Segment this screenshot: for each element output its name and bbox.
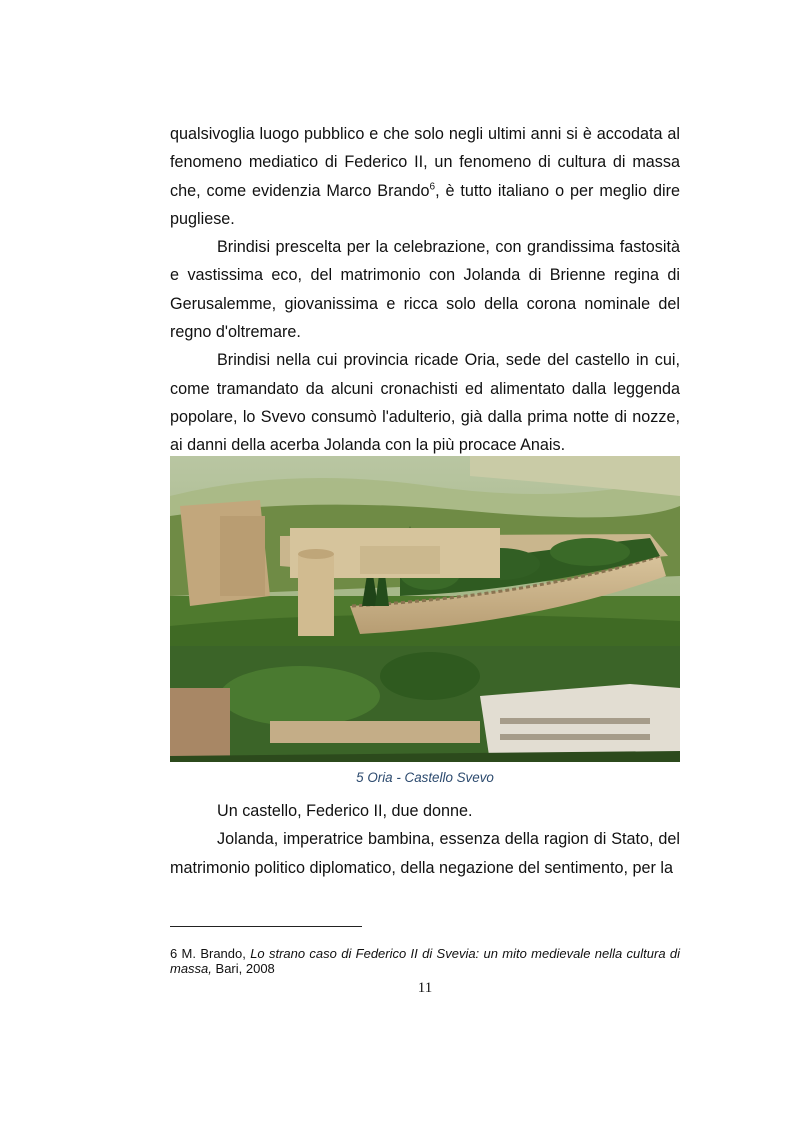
body-text-top — [170, 120, 680, 460]
footnote-title: Lo strano caso di Federico II di Svevia: un mito medievale nella cultura di massa, — [170, 946, 680, 976]
paragraph-2: Brindisi prescelta per la celebrazione, con grandissima fastosità e vastissima eco, del matrimonio con Jolanda di Brienne regina di Gerusalemme, giovanissima e ricca solo della corona nominale del regno d'oltremare. — [170, 238, 680, 342]
body-text-bottom — [170, 797, 680, 882]
footnote — [170, 946, 680, 976]
paragraph-4: Un castello, Federico II, due donne. — [217, 802, 473, 820]
paragraph-1-text-end: , è tutto italiano o per meglio dire pugliese. — [170, 181, 680, 228]
footnote-number-author: 6 M. Brando, — [170, 946, 251, 961]
paragraph-1-text: qualsivoglia luogo pubblico e che solo negli ultimi anni si è accodata al fenomeno mediatico di Federico II, un fenomeno di cultura di massa che, come evidenzia Marco Brando — [170, 125, 680, 200]
footnote-publisher: Bari, 2008 — [211, 961, 275, 976]
footnote-reference[interactable]: 6 — [429, 181, 436, 193]
paragraph-5: Jolanda, imperatrice bambina, essenza della ragion di Stato, del matrimonio politico diplomatico, della negazione del sentimento, per la — [170, 830, 680, 877]
page-number: 11 — [417, 980, 433, 996]
castle-photo-illustration — [170, 456, 680, 762]
footnote-separator — [170, 926, 362, 927]
castle-photo — [170, 456, 680, 762]
paragraph-3: Brindisi nella cui provincia ricade Oria, sede del castello in cui, come tramandato da alcuni cronachisti ed alimentato dalla leggenda popolare, lo Svevo consumò l'adulterio, già dalla prima notte di nozze, ai danni della acerba Jolanda con la più procace Anais. — [170, 351, 680, 455]
paragraph-1 — [170, 120, 680, 233]
figure-caption: 5 Oria - Castello Svevo — [356, 770, 494, 785]
